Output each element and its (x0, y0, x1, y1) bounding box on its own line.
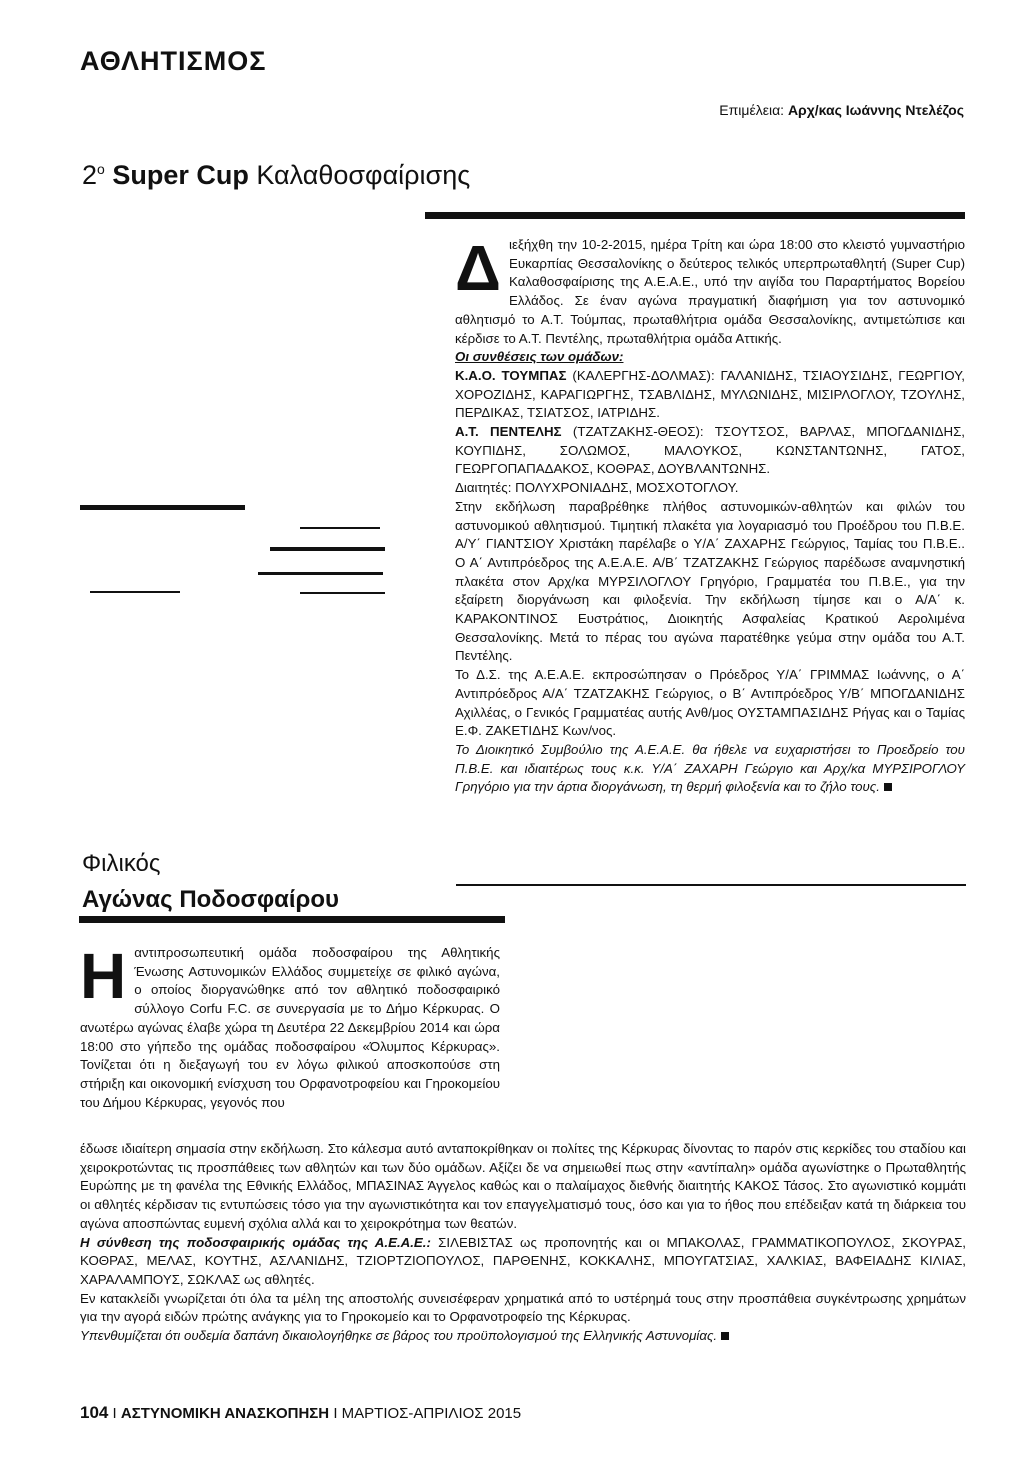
photo-mark (258, 572, 383, 575)
team1-lineup: Κ.Α.Ο. ΤΟΥΜΠΑΣ (ΚΑΛΕΡΓΗΣ-ΔΟΛΜΑΣ): ΓΑΛΑΝΙΔΗΣ, ΤΣΙΑΟΥΣΙΔΗΣ, ΓΕΩΡΓΙΟΥ, ΧΟΡΟΖΙΔΗΣ, ΚΑΡΑΓΙΩΡΓΗΣ, ΤΣΑΒΛΙΔΗΣ, ΜΥΛΩΝΙΔΗΣ, ΜΙΣΙΡΛΟΓΛΟΥ, ΤΖΟΥΛΗΣ, ΠΕΡΔΙΚΑΣ, ΤΣΙΑΤΣΟΣ, ΙΑΤΡΙΔΗΣ. (455, 367, 965, 421)
subheading (82, 846, 339, 918)
referees: Διαιτητές: ΠΟΛΥΧΡΟΝΙΑΔΗΣ, ΜΟΣΧΟΤΟΓΛΟΥ. (455, 480, 739, 496)
article1 (455, 232, 965, 797)
photo-mark (300, 527, 380, 529)
article-title: $2^o$ Super Cup Καλαθοσφαίρισης (82, 160, 471, 190)
thanks-paragraph: Το Διοικητικό Συμβούλιο της Α.Ε.Α.Ε. θα ήθελε να ευχαριστήσει το Προεδρείο του Π.Β.Ε. και ιδιαιτέρως τους κ.κ. Υ/Α΄ ΖΑΧΑΡΗ Γεώργιο και Αρχ/κα ΜΥΡΣΙΡΟΓΛΟΥ Γρηγόριο για την άρτια διοργάνωση, τη θερμή φιλοξενία και το ζήλο τους. (455, 741, 965, 795)
team-composition: Η σύνθεση της ποδοσφαιρικής ομάδας της Α.Ε.Α.Ε.: ΣΙΛΕΒΙΣΤΑΣ ως προπονητής και οι ΜΠΑΚΟΛΑΣ, ΓΡΑΜΜΑΤΙΚΟΠΟΥΛΟΣ, ΣΚΟΥΡΑΣ, ΚΟΘΡΑΣ, ΜΕΛΑΣ, ΚΟΥΤΗΣ, ΑΣΛΑΝΙΔΗΣ, ΤΖΙΟΡΤΖΙΟΠΟΥΛΟΣ, ΠΑΡΘΕΝΗΣ, ΚΟΚΚΑΛΗΣ, ΜΠΟΥΓΑΤΣΙΑΣ, ΧΑΛΚΙΑΣ, ΒΑΦΕΙΑΔΗΣ ΚΙΛΙΑΣ, ΧΑΡΑΛΑΜΠΟΥΣ, ΣΩΚΛΑΣ ως αθλητές. (80, 1234, 967, 1287)
title-rest: Καλαθοσφαίρισης (256, 160, 471, 190)
photo-mark (90, 591, 180, 593)
article2-part1 (80, 940, 500, 1112)
event-paragraph: Στην εκδήλωση παραβρέθηκε πλήθος αστυνομικών-αθλητών και φιλών του αστυνομικού αθλητισμού. Τιμητική πλακέτα για λογαριασμό του Προέδρου του Π.Β.Ε. Α/Υ΄ ΓΙΑΝΤΣΙΟΥ Χριστάκη παρέλαβε ο Υ/Α΄ ΖΑΧΑΡΗΣ Γεώργιος, Ταμίας του Π.Β.Ε.. Ο Α΄ Αντιπρόεδρος της Α.Ε.Α.Ε. Α/Β΄ ΤΖΑΤΖΑΚΗΣ Γεώργιος παρέδωσε αναμνηστική πλακέτα στον Αρχ/κα ΜΥΡΣΙΛΟΓΛΟΥ Γρηγόριο, Γραμματέα του Π.Β.Ε., για την εξαίρετη διοργάνωση και φιλοξενία. Την εκδήλωση τίμησε και ο Α/Α΄ κ. ΚΑΡΑΚΟΝΤΙΝΟΣ Ευστράτιος, Διοικητής Ασφαλείας Κρατικού Αερολιμένα Θεσσαλονίκης. Μετά το πέρας του αγώνα παρατέθηκε γεύμα στην ομάδα του Α.Τ. Πεντέλης. (455, 498, 965, 664)
article1-end-rule (456, 884, 966, 886)
note-paragraph: Υπενθυμίζεται ότι ουδεμία δαπάνη δικαιολογήθηκε σε βάρος του προϋπολογισμού της Ελληνικής Αστυνομίας. (80, 1327, 966, 1346)
section-title: ΑΘΛΗΤΙΣΜΟΣ (80, 46, 267, 76)
footer-separator: I (333, 1405, 338, 1422)
footer-separator: I (112, 1405, 117, 1422)
closing-paragraph: Εν κατακλείδι γνωρίζεται ότι όλα τα μέλη της αποστολής συνεισέφεραν χρηματικά από το υστέρημά τους στην προσπάθεια συγκέντρωσης χρημάτων για την αγορά ειδών πρώτης ανάγκης για το Γηροκομείο και το Ορφανοτροφείο της Κέρκυρας. (80, 1290, 966, 1325)
article2-continued: έδωσε ιδιαίτερη σημασία στην εκδήλωση. Στο κάλεσμα αυτό ανταποκρίθηκαν οι πολίτες της Κέρκυρας δίνοντας το παρόν στις κερκίδες του σταδίου και χειροκροτώντας τις προσπάθειες των αθλητών και των δύο ομάδων. Αξίζει δε να σημειωθεί πως στην «αντίπαλη» ομάδα αγωνίστηκε ο Πρωταθλητής Ευρώπης με τη φανέλα της Εθνικής Ελλάδος, ΜΠΑΣΙΝΑΣ Άγγελος καθώς και ο παλαίμαχος διεθνής διαιτητής ΚΑΚΟΣ Τάσος. Στο αγωνιστικό κομμάτι οι αθλητές κέρδισαν τις εντυπώσεις τόσο για την αγωνιστικότητα και τον επαγγελματισμό τους, όσο και για το ήθος που επέδειξαν κατά τη διάρκεια του αγώνα αποσπώντας ευμενή σχόλια αλλά και το χειροκρότημα των θεατών. (80, 1141, 966, 1231)
dropcap-delta: Δ (455, 232, 501, 304)
page-number: 104 (80, 1403, 109, 1422)
lineups-heading: Οι συνθέσεις των ομάδων: (455, 349, 624, 365)
end-mark-icon (884, 783, 892, 791)
end-mark-icon (721, 1332, 729, 1340)
editor-name: Αρχ/κας Ιωάννης Ντελέζος (787, 102, 964, 118)
photo-mark (300, 592, 385, 594)
dropcap-eta: Η (80, 940, 127, 1012)
subheading-line2: Αγώνας Ποδοσφαίρου (82, 886, 340, 913)
editor-label: Επιμέλεια: (719, 102, 785, 118)
article1-intro: ιεξήχθη την 10-2-2015, ημέρα Τρίτη και ώρα 18:00 στο κλειστό γυμναστήριο Ευκαρπίας Θεσσαλονίκης ο δεύτερος τελικός υπερπρωταθλητή (Super Cup) Καλαθοσφαίρισης της Α.Ε.Α.Ε., υπό την αιγίδα του Παραρτήματος Βορείου Ελλάδος. Σε έναν αγώνα πραγματική διαφήμιση για τον αστυνομικό αθλητισμό το Α.Τ. Τούμπας, πρωταθλήτρια ομάδα Θεσσαλονίκης, αντιμετώπισε και κέρδισε το Α.Τ. Πεντέλης, πρωταθλήτρια ομάδα Αττικής. (455, 237, 965, 346)
subheading-line1: Φιλικός (82, 850, 161, 877)
article2-intro: αντιπροσωπευτική ομάδα ποδοσφαίρου της Αθλητικής Ένωσης Αστυνομικών Ελλάδος συμμετείχε σε φιλικό αγώνα, ο οποίος διοργανώθηκε από τον αθλητικό ποδοσφαιρικό σύλλογο Corfu F.C. σε συνεργασία με το Δήμο Κέρκυρας. Ο ανωτέρω αγώνας έλαβε χώρα τη Δευτέρα 22 Δεκεμβρίου 2014 και ώρα 18:00 στο γήπεδο της ομάδας ποδοσφαίρου «Όλυμπος Κέρκυρας». Τονίζεται ότι η διεξαγωγή του εν λόγω φιλικού αποσκοπούσε στη στήριξη και οικονομική ενίσχυση του Ορφανοτροφείου και Γηροκομείου του Δήμου Κέρκυρας, γεγονός που (80, 945, 500, 1110)
magazine-name: ΑΣΤΥΝΟΜΙΚΗ ΑΝΑΣΚΟΠΗΣΗ (120, 1405, 330, 1422)
photo-mark (80, 505, 245, 510)
page-footer (80, 1403, 521, 1423)
article2-part2 (80, 1140, 966, 1346)
top-rule (425, 212, 965, 219)
issue-date: ΜΑΡΤΙΟΣ-ΑΠΡΙΛΙΟΣ 2015 (341, 1405, 522, 1422)
photo-mark (270, 547, 385, 551)
title-bold: Super Cup (112, 160, 249, 190)
editor-credit (719, 102, 964, 118)
team2-lineup: Α.Τ. ΠΕΝΤΕΛΗΣ (ΤΖΑΤΖΑΚΗΣ-ΘΕΟΣ): ΤΣΟΥΤΣΟΣ, ΒΑΡΛΑΣ, ΜΠΟΓΔΑΝΙΔΗΣ, ΚΟΥΠΙΔΗΣ, ΣΟΛΩΜΟΣ, ΜΑΛΟΥΚΟΣ, ΚΩΝΣΤΑΝΤΩΝΗΣ, ΓΑΤΟΣ, ΓΕΩΡΓΟΠΑΠΑΔΑΚΟΣ, ΚΟΘΡΑΣ, ΔΟΥΒΛΑΝΤΩΝΗΣ. (455, 424, 965, 477)
board-paragraph: Το Δ.Σ. της Α.Ε.Α.Ε. εκπροσώπησαν ο Πρόεδρος Υ/Α΄ ΓΡΙΜΜΑΣ Ιωάννης, ο Α΄ Αντιπρόεδρος Α/Α΄ ΤΖΑΤΖΑΚΗΣ Γεώργιος, ο Β΄ Αντιπρόεδρος Υ/Β΄ ΜΠΟΓΔΑΝΙΔΗΣ Αχιλλέας, ο Γενικός Γραμματέας αυτής Ανθ/μος ΟΥΣΤΑΜΠΑΣΙΔΗΣ Ρήγας και ο Ταμίας Ε.Φ. ΖΑΚΕΤΙΔΗΣ Κων/νος. (455, 667, 965, 739)
